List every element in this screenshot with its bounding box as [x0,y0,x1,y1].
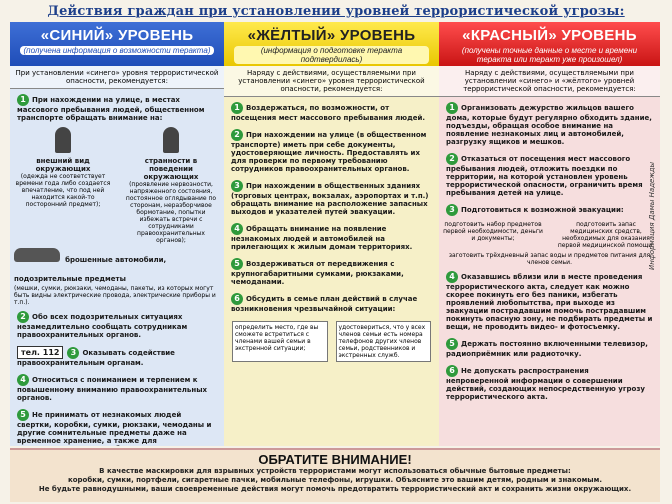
attention-title: ОБРАТИТЕ ВНИМАНИЕ! [258,452,412,467]
red-item-5 [443,336,656,360]
red-item-1 [443,100,656,148]
red-item-3-text: Подготовиться к возможной эвакуации: [461,206,624,214]
blue-item-1-text: При нахождении на улице, в местах массового пребывания людей, общественном транспорте обращать внимание на: [17,96,205,122]
blue-item-4 [14,372,220,404]
appearance-point [14,127,112,244]
side-note: Информация Дамы Надежды [648,161,656,270]
number-badge: 5 [231,258,243,270]
yellow-level-title: «ЖЁЛТЫЙ» УРОВЕНЬ [247,27,416,44]
behavior-title: странности в поведении окружающих [143,157,199,181]
yellow-item-4 [228,221,435,253]
behavior-point [122,127,220,244]
number-badge: 5 [17,409,29,421]
number-badge: 1 [17,94,29,106]
red-intro: Наряду с действиями, осуществляемыми при установлении «синего» и «жёлтого» уровней террористической опасности, рекомендуется: [439,66,660,97]
car-icon [14,248,60,262]
family-plan [228,318,435,365]
appearance-title: внешний вид окружающих [35,157,91,173]
number-badge: 1 [231,102,243,114]
number-badge: 4 [446,271,458,283]
behavior-text: (проявление нервозности, напряженного состояния, постоянное оглядывание по сторонам, неразборчивое бормотание, попытки избежать встречи с сотрудниками правоохранительных органов); [125,181,217,244]
red-item-4-text: Оказавшись вблизи или в месте проведения террористического акта, следует как можно скорее покинуть его без паники, избегать проявлений любопытства, при выходе из эвакуации пострадавшим помочь пострадавшим покинуть опасную зону, не подбирать предметы и вещи, не проводить видео- и фотосъемку. [446,273,653,331]
plan-phone-numbers: удостовериться, что у всех членов семьи есть номера телефонов других членов семьи, родственников и экстренных служб. [336,321,432,362]
number-badge: 5 [446,338,458,350]
red-level-header [439,22,660,66]
red-level-subtitle: (получены точные данные о месте и времени теракта или теракт уже произошел) [461,46,638,64]
blue-level-column [10,22,224,446]
car-title: брошенные автомобили, подозрительные предметы [14,256,167,283]
number-badge: 3 [446,204,458,216]
yellow-item-5-text: Воздерживаться от передвижения с крупногабаритными сумками, рюкзаками, чемоданами. [231,260,404,286]
blue-item-1 [14,92,220,124]
number-badge: 4 [17,374,29,386]
blue-item-5 [14,407,220,446]
yellow-item-4-text: Обращать внимание на появление незнакомых людей и автомобилей на прилегающих к жилым домам территориях. [231,225,413,251]
yellow-item-1 [228,100,435,124]
yellow-item-6-text: Обсудить в семье план действий в случае возникновения чрезвычайной ситуации: [231,295,418,313]
number-badge: 2 [446,153,458,165]
number-badge: 3 [67,347,79,359]
yellow-item-1-text: Воздержаться, по возможности, от посещения мест массового пребывания людей. [231,104,426,122]
attention-panel [10,448,660,502]
blue-item-3 [14,344,220,369]
blue-item-2 [14,309,220,341]
number-badge: 2 [231,129,243,141]
blue-attention-points [14,127,220,244]
yellow-item-2-text: При нахождении на улице (в общественном транспорте) иметь при себе документы, удостоверяющие личность. Предоставлять их для проверки по первому требованию сотрудников правоохранительных органов. [231,131,427,173]
yellow-level-column [224,22,439,446]
evac-medicine: подготовить запас медицинских средств, необходимых для оказания первой медицинской помощи; [557,221,655,249]
evac-documents: подготовить набор предметов первой необходимости, деньги и документы; [443,221,543,242]
red-item-5-text: Держать постоянно включенными телевизор, радиоприёмник или радиоточку. [446,340,648,358]
yellow-intro: Наряду с действиями, осуществляемыми при установлении «синего» уровня террористической опасности, рекомендуется: [224,66,439,97]
number-badge: 4 [231,223,243,235]
yellow-item-6 [228,291,435,315]
evacuation-prep [443,221,656,249]
number-badge: 3 [231,180,243,192]
blue-item-5-text: Не принимать от незнакомых людей свертки, коробки, сумки, рюкзаки, чемоданы и другие сомнительные предметы даже на временное хранение, а также для [17,411,212,445]
evac-supplies: заготовить трёхдневный запас воды и предметов питания для членов семьи. [448,252,651,266]
plan-meeting-place: определить место, где вы сможете встретиться с членами вашей семьи в экстренной ситуации; [232,321,328,362]
person-icon [55,127,71,153]
yellow-item-2 [228,127,435,175]
red-level-column [439,22,660,446]
red-item-3 [443,202,656,218]
blue-item-3-text: Оказывать содействие правоохранительным органам. [17,349,175,367]
blue-level-header [10,22,224,66]
phone-label: тел. 112 [17,346,63,359]
blue-level-title: «СИНИЙ» УРОВЕНЬ [40,27,194,44]
red-item-6 [443,363,656,403]
appearance-text: (одежда не соответствует времени года либо создается впечатление, что под ней находится какой-то посторонний предмет); [15,173,111,208]
attention-line-3: Не будьте равнодушными, ваши своевременные действия могут помочь предотвратить террористический акт и сохранить жизни окружающих. [38,485,632,493]
red-item-4 [443,269,656,333]
blue-item-4-text: Относиться с пониманием и терпением к повышенному вниманию правоохранительных органов. [17,376,208,402]
number-badge: 1 [446,102,458,114]
person-icon [163,127,179,153]
number-badge: 2 [17,311,29,323]
yellow-item-3 [228,178,435,218]
yellow-level-header [224,22,439,66]
red-item-2 [443,151,656,199]
car-point [14,247,220,306]
red-level-title: «КРАСНЫЙ» УРОВЕНЬ [462,27,637,44]
number-badge: 6 [446,365,458,377]
attention-line-1: В качестве маскировки для взрывных устройств террористами могут использоваться обычные бытовые предметы: [99,467,571,475]
red-item-2-text: Отказаться от посещения мест массового пребывания людей, отложить поездки по территории, на которой установлен уровень террористической опасности, ограничить время пребывания детей на улице. [446,155,643,197]
blue-level-subtitle: (получена информация о возможности теракта) [20,46,214,55]
red-item-6-text: Не допускать распространения непроверенной информации о совершении действий, создающих непосредственную угрозу террористического акта. [446,367,645,401]
attention-line-2: коробки, сумки, портфели, сигаретные пачки, мобильные телефоны, игрушки. Объясните это вашим детям, родным и знакомым. [67,476,603,484]
blue-item-2-text: Обо всех подозрительных ситуациях незамедлительно сообщать сотрудникам правоохранительных органов. [17,313,188,339]
number-badge: 6 [231,293,243,305]
blue-intro: При установлении «синего» уровня террористической опасности, рекомендуется: [10,66,224,89]
car-text: (мешки, сумки, рюкзаки, чемоданы, пакеты, из которых могут быть видны электрические провода, электрические приборы и т.п.). [14,285,216,306]
yellow-level-subtitle: (информация о подготовке теракта подтвердилась) [234,46,429,64]
yellow-item-5 [228,256,435,288]
page-title: Действия граждан при установлении уровней террористической угрозы: [47,4,625,19]
red-item-1-text: Организовать дежурство жильцов вашего дома, которые будут регулярно обходить здание, подъезды, обращая особое внимание на появление незнакомых лиц и автомобилей, разгрузку ящиков и мешков. [446,104,652,146]
yellow-item-3-text: При нахождении в общественных зданиях (торговых центрах, вокзалах, аэропортах и т.п.) обращать внимание на расположение запасных выходов и указателей путей эвакуации. [231,182,429,216]
